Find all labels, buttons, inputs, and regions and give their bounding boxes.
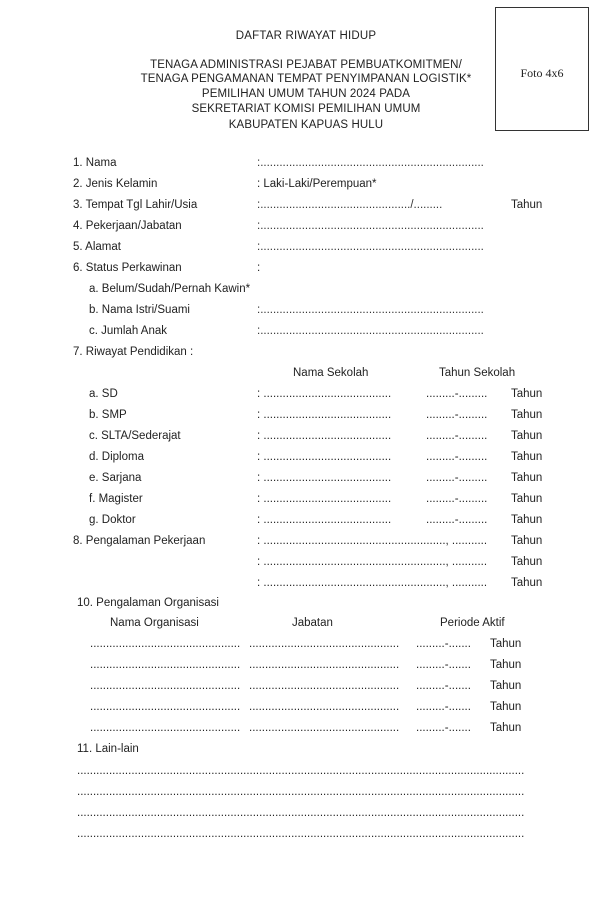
organization-period-unit: Tahun	[490, 701, 522, 713]
education-year-unit: Tahun	[511, 493, 543, 505]
organization-period-unit: Tahun	[490, 680, 522, 692]
education-level-label: g. Doktor	[89, 514, 136, 526]
organization-name-dots: ...............................................	[90, 680, 241, 692]
education-school-dots: : ........................................	[257, 388, 392, 400]
photo-box	[495, 7, 589, 131]
header-line-2: TENAGA PENGAMANAN TEMPAT PENYIMPANAN LOGISTIK*	[140, 73, 472, 85]
education-level-label: b. SMP	[89, 409, 127, 421]
field-label-status-a: a. Belum/Sudah/Pernah Kawin*	[89, 283, 251, 295]
document-title: DAFTAR RIWAYAT HIDUP	[235, 30, 377, 42]
work-experience-unit: Tahun	[511, 577, 543, 589]
education-year-unit: Tahun	[511, 451, 543, 463]
field-value-pekerjaan: :......................................................................	[257, 220, 484, 232]
work-experience-unit: Tahun	[511, 535, 543, 547]
education-year-dots: .........-.........	[426, 409, 488, 421]
field-value-status: :	[257, 262, 261, 274]
section-label-pendidikan: 7. Riwayat Pendidikan :	[73, 346, 194, 358]
education-year-unit: Tahun	[511, 409, 543, 421]
other-notes-dots: ............................................................................................................................................	[77, 786, 525, 798]
education-year-dots: .........-.........	[426, 493, 488, 505]
column-header-nama-organisasi: Nama Organisasi	[110, 617, 199, 629]
section-label-organisasi: 10. Pengalaman Organisasi	[77, 597, 219, 609]
header-line-5: KABUPATEN KAPUAS HULU	[228, 119, 384, 131]
education-level-label: c. SLTA/Sederajat	[89, 430, 181, 442]
field-value-jenis-kelamin: : Laki-Laki/Perempuan*	[257, 178, 377, 190]
education-year-unit: Tahun	[511, 430, 543, 442]
education-level-label: d. Diploma	[89, 451, 144, 463]
education-school-dots: : ........................................	[257, 430, 392, 442]
organization-name-dots: ...............................................	[90, 701, 241, 713]
field-label-jenis-kelamin: 2. Jenis Kelamin	[73, 178, 158, 190]
education-year-dots: .........-.........	[426, 514, 488, 526]
section-label-lain-lain: 11. Lain-lain	[77, 743, 139, 755]
other-notes-dots: ............................................................................................................................................	[77, 765, 525, 777]
organization-name-dots: ...............................................	[90, 659, 241, 671]
field-label-pekerjaan: 4. Pekerjaan/Jabatan	[73, 220, 182, 232]
organization-period-dots: .........-.......	[416, 722, 471, 734]
education-year-unit: Tahun	[511, 514, 543, 526]
column-header-jabatan: Jabatan	[292, 617, 333, 629]
header-line-3: PEMILIHAN UMUM TAHUN 2024 PADA	[201, 88, 411, 100]
field-label-nama: 1. Nama	[73, 157, 117, 169]
header-line-4: SEKRETARIAT KOMISI PEMILIHAN UMUM	[191, 103, 421, 115]
education-school-dots: : ........................................	[257, 472, 392, 484]
field-value-status-c: :......................................................................	[257, 325, 484, 337]
field-label-alamat: 5. Alamat	[73, 241, 121, 253]
education-school-dots: : ........................................	[257, 451, 392, 463]
organization-jabatan-dots: ...............................................	[249, 701, 400, 713]
organization-name-dots: ...............................................	[90, 638, 241, 650]
education-year-dots: .........-.........	[426, 430, 488, 442]
organization-period-dots: .........-.......	[416, 638, 471, 650]
education-school-dots: : ........................................	[257, 514, 392, 526]
organization-jabatan-dots: ...............................................	[249, 638, 400, 650]
organization-period-dots: .........-.......	[416, 701, 471, 713]
field-value-alamat: :......................................................................	[257, 241, 484, 253]
organization-jabatan-dots: ...............................................	[249, 680, 400, 692]
field-label-status: 6. Status Perkawinan	[73, 262, 182, 274]
work-experience-dots: : ........................................................., ...........	[257, 556, 488, 568]
field-value-nama: :......................................................................	[257, 157, 484, 169]
field-label-ttl: 3. Tempat Tgl Lahir/Usia	[73, 199, 198, 211]
organization-period-unit: Tahun	[490, 638, 522, 650]
organization-jabatan-dots: ...............................................	[249, 722, 400, 734]
education-year-unit: Tahun	[511, 472, 543, 484]
education-level-label: f. Magister	[89, 493, 143, 505]
other-notes-dots: ............................................................................................................................................	[77, 828, 525, 840]
organization-name-dots: ...............................................	[90, 722, 241, 734]
education-school-dots: : ........................................	[257, 493, 392, 505]
header-line-1: TENAGA ADMINISTRASI PEJABAT PEMBUATKOMITMEN/	[150, 59, 462, 71]
education-level-label: e. Sarjana	[89, 472, 142, 484]
section-label-pengalaman-kerja: 8. Pengalaman Pekerjaan	[73, 535, 206, 547]
work-experience-dots: : ........................................................., ...........	[257, 577, 488, 589]
field-value-status-b: :......................................................................	[257, 304, 484, 316]
education-year-dots: .........-.........	[426, 451, 488, 463]
education-year-dots: .........-.........	[426, 472, 488, 484]
organization-jabatan-dots: ...............................................	[249, 659, 400, 671]
organization-period-dots: .........-.......	[416, 680, 471, 692]
column-header-nama-sekolah: Nama Sekolah	[293, 367, 369, 379]
work-experience-dots: : ........................................................., ...........	[257, 535, 488, 547]
organization-period-unit: Tahun	[490, 722, 522, 734]
education-year-unit: Tahun	[511, 388, 543, 400]
organization-period-unit: Tahun	[490, 659, 522, 671]
field-value-ttl: :.............................................../.........	[257, 199, 443, 211]
education-school-dots: : ........................................	[257, 409, 392, 421]
education-year-dots: .........-.........	[426, 388, 488, 400]
column-header-tahun-sekolah: Tahun Sekolah	[439, 367, 516, 379]
field-label-status-c: c. Jumlah Anak	[89, 325, 167, 337]
education-level-label: a. SD	[89, 388, 118, 400]
column-header-periode-aktif: Periode Aktif	[440, 617, 505, 629]
field-label-status-b: b. Nama Istri/Suami	[89, 304, 190, 316]
field-unit-ttl: Tahun	[511, 199, 543, 211]
organization-period-dots: .........-.......	[416, 659, 471, 671]
work-experience-unit: Tahun	[511, 556, 543, 568]
other-notes-dots: ............................................................................................................................................	[77, 807, 525, 819]
photo-label: Foto 4x6	[520, 66, 564, 80]
